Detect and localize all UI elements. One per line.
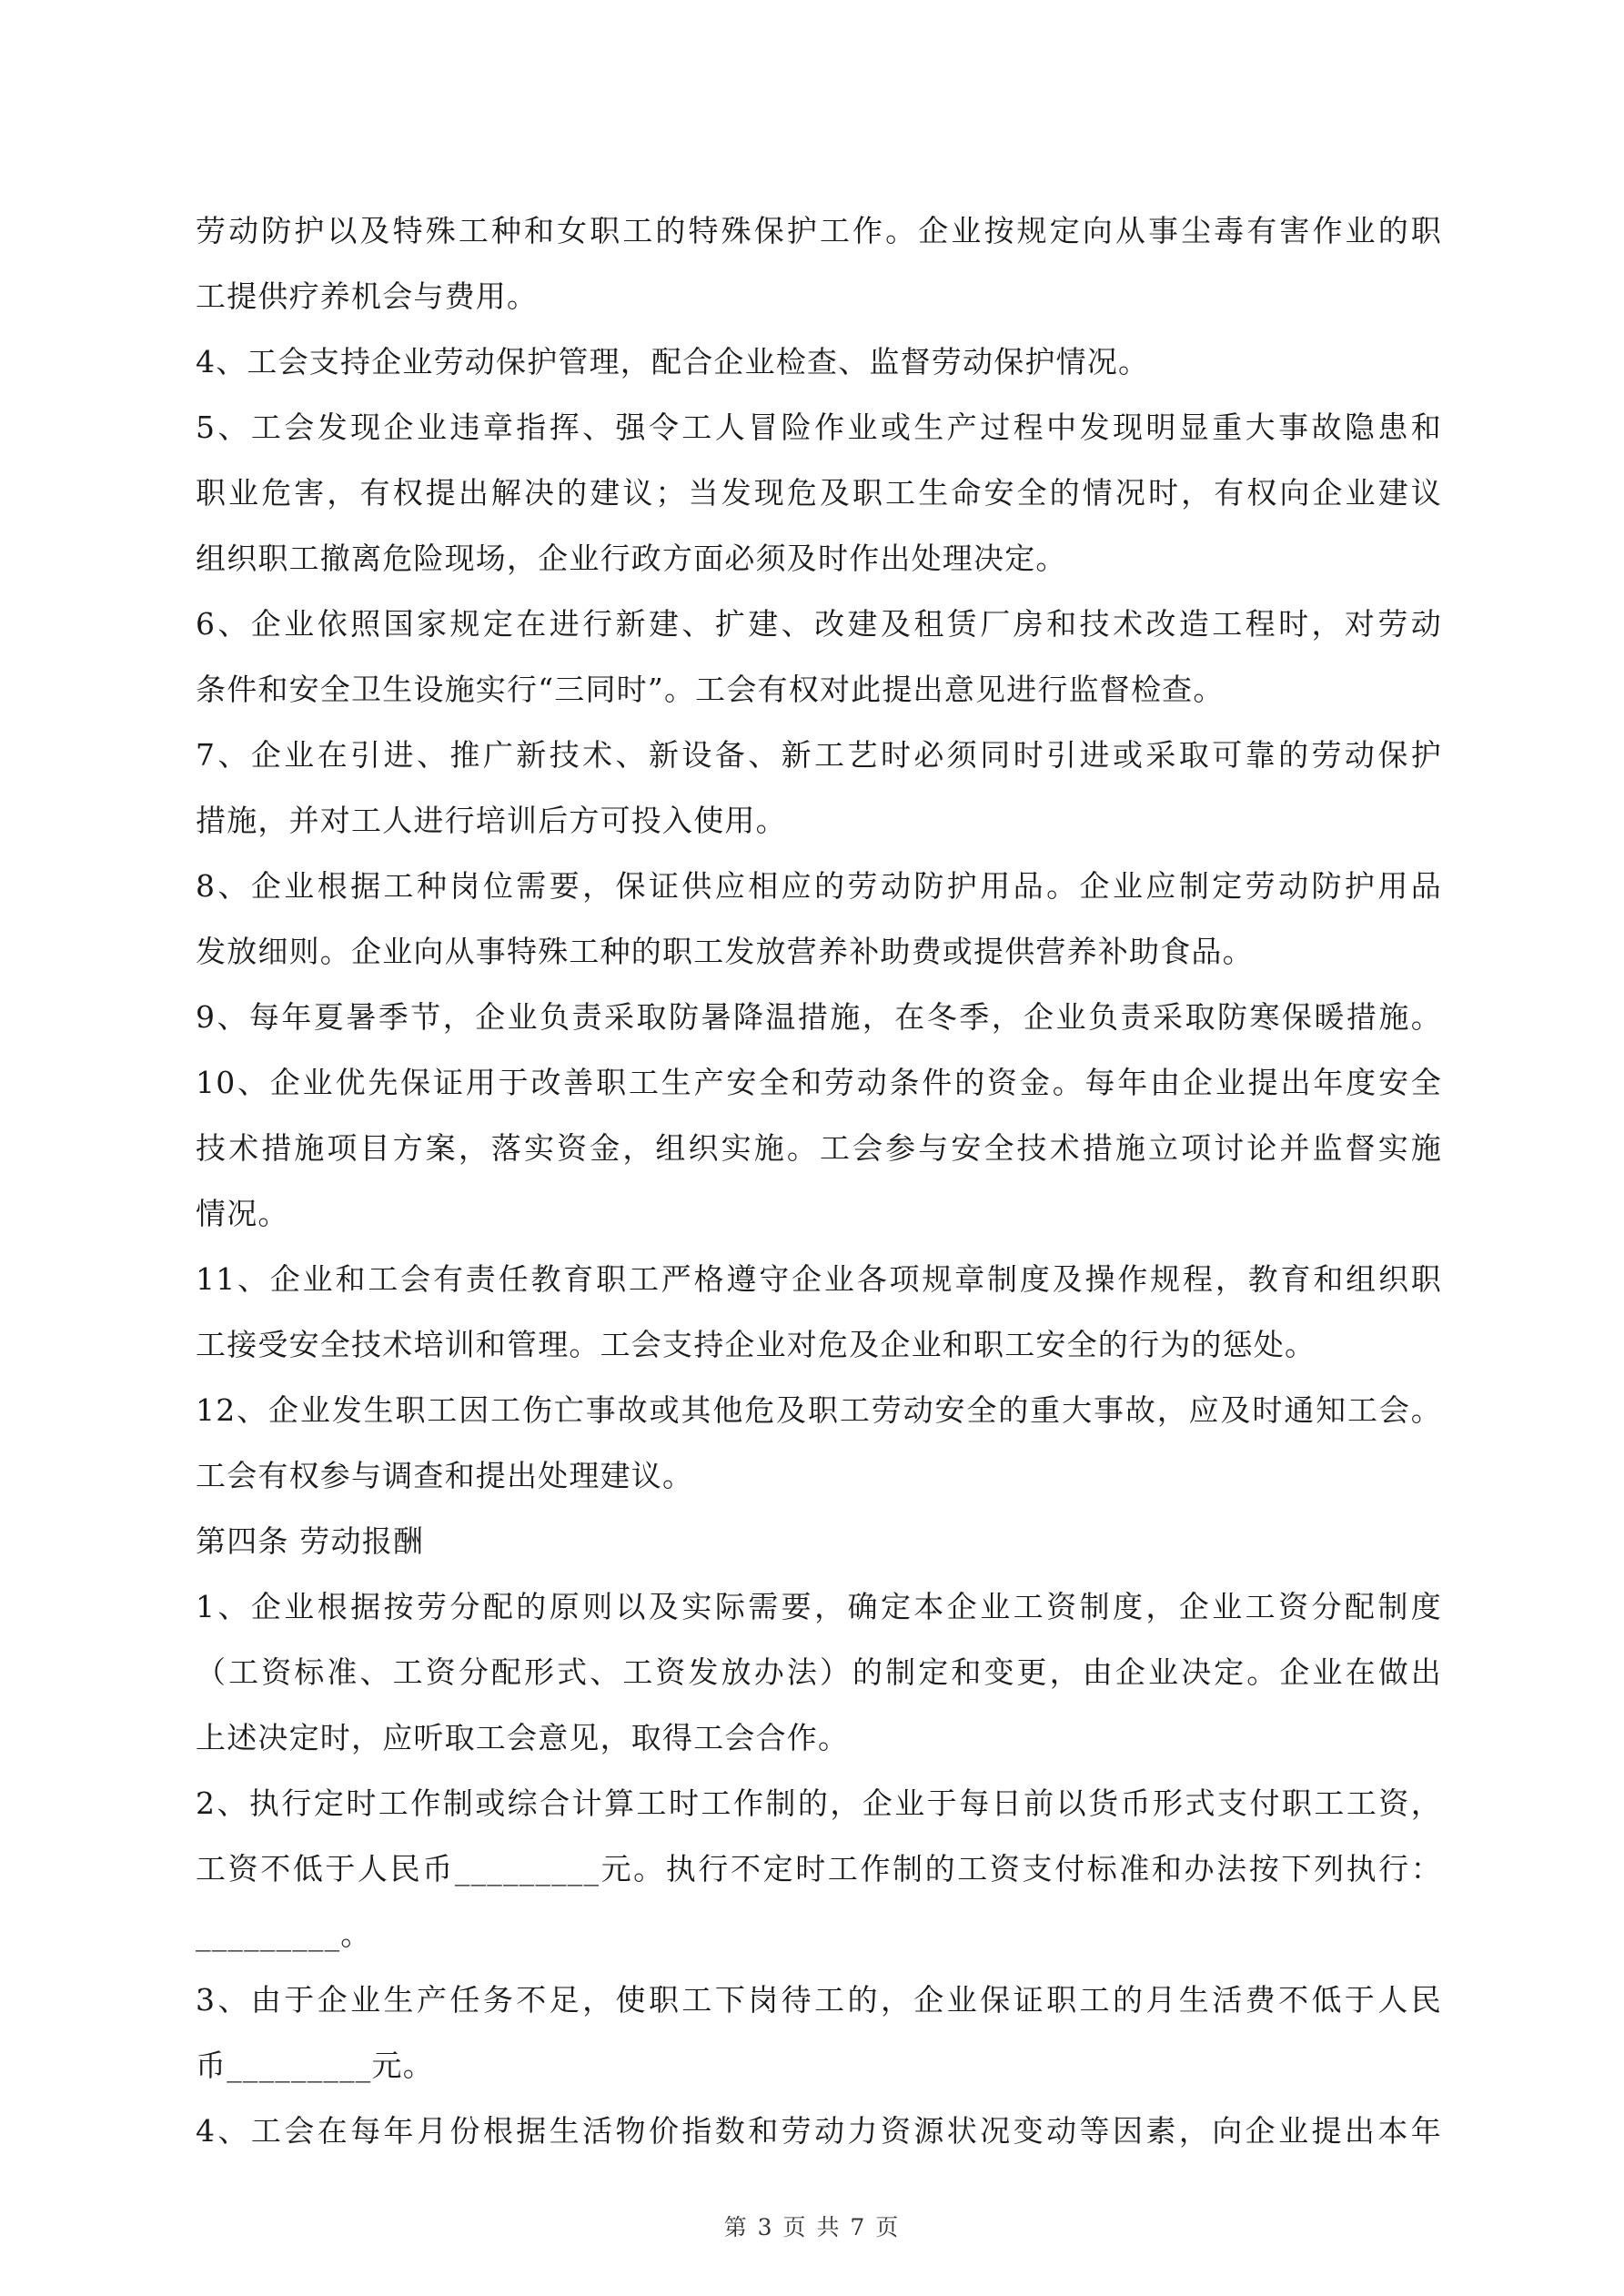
text-line: 劳动防护以及特殊工种和女职工的特殊保护工作。企业按规定向从事尘毒有害作业的职 [196, 213, 1442, 248]
text-line: 11、企业和工会有责任教育职工严格遵守企业各项规章制度及操作规程，教育和组织职 [196, 1261, 1442, 1297]
text-line: 3、由于企业生产任务不足，使职工下岗待工的，企业保证职工的月生活费不低于人民 [196, 1982, 1442, 2018]
text-line: 职业危害，有权提出解决的建议；当发现危及职工生命安全的情况时，有权向企业建议 [196, 475, 1442, 511]
text-line: _________。 [196, 1917, 372, 1952]
text-line: 工提供疗养机会与费用。 [196, 278, 539, 314]
text-line: 8、企业根据工种岗位需要，保证供应相应的劳动防护用品。企业应制定劳动防护用品 [196, 868, 1442, 904]
text-line: 4、工会在每年月份根据生活物价指数和劳动力资源状况变动等因素，向企业提出本年 [196, 2113, 1442, 2149]
document-body [196, 198, 1442, 2164]
text-line: （工资标准、工资分配形式、工资发放办法）的制定和变更，由企业决定。企业在做出 [196, 1654, 1442, 1690]
text-line: 情况。 [196, 1196, 289, 1231]
text-line: 组织职工撤离危险现场，企业行政方面必须及时作出处理决定。 [196, 541, 1067, 576]
text-line: 2、执行定时工作制或综合计算工时工作制的，企业于每日前以货币形式支付职工工资， [196, 1785, 1442, 1821]
text-line: 工会有权参与调查和提出处理建议。 [196, 1458, 694, 1493]
text-line: 7、企业在引进、推广新技术、新设备、新工艺时必须同时引进或采取可靠的劳动保护 [196, 737, 1442, 773]
text-line: 9、每年夏暑季节，企业负责采取防暑降温措施，在冬季，企业负责采取防寒保暖措施。 [196, 999, 1442, 1035]
text-line: 1、企业根据按劳分配的原则以及实际需要，确定本企业工资制度，企业工资分配制度 [196, 1589, 1442, 1624]
text-line: 技术措施项目方案，落实资金，组织实施。工会参与安全技术措施立项讨论并监督实施 [196, 1130, 1442, 1166]
text-line: 4、工会支持企业劳动保护管理，配合企业检查、监督劳动保护情况。 [196, 344, 1150, 379]
text-line: 5、工会发现企业违章指挥、强令工人冒险作业或生产过程中发现明显重大事故隐患和 [196, 410, 1442, 445]
text-line: 措施，并对工人进行培训后方可投入使用。 [196, 803, 787, 838]
text-line: 上述决定时，应听取工会意见，取得工会合作。 [196, 1720, 850, 1755]
page-footer: 第 3 页 共 7 页 [723, 2214, 901, 2240]
text-line: 发放细则。企业向从事特殊工种的职工发放营养补助费或提供营养补助食品。 [196, 934, 1254, 969]
text-line: 10、企业优先保证用于改善职工生产安全和劳动条件的资金。每年由企业提出年度安全 [196, 1065, 1442, 1100]
text-line: 12、企业发生职工因工伤亡事故或其他危及职工劳动安全的重大事故，应及时通知工会。 [196, 1392, 1442, 1428]
text-line: 6、企业依照国家规定在进行新建、扩建、改建及租赁厂房和技术改造工程时，对劳动 [196, 606, 1442, 642]
text-line: 币_________元。 [196, 2048, 434, 2083]
text-line: 第四条 劳动报酬 [196, 1523, 425, 1559]
text-line: 条件和安全卫生设施实行“三同时”。工会有权对此提出意见进行监督检查。 [196, 672, 1225, 707]
text-line: 工资不低于人民币_________元。执行不定时工作制的工资支付标准和办法按下列执行： [196, 1851, 1442, 1886]
text-line: 工接受安全技术培训和管理。工会支持企业对危及企业和职工安全的行为的惩处。 [196, 1327, 1316, 1362]
